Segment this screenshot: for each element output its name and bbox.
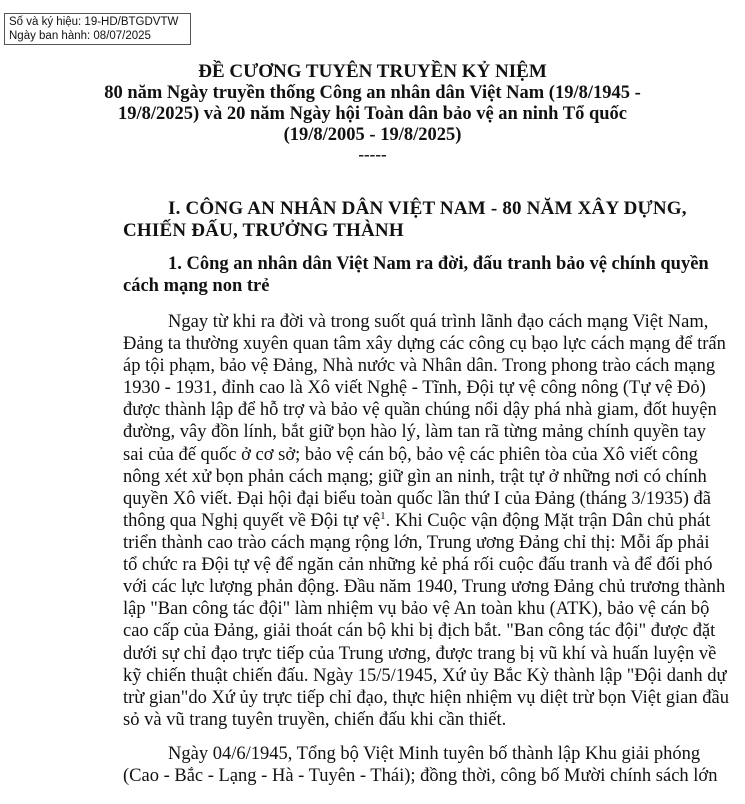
paragraph-line-with-footnote [123,511,710,532]
section-heading-line-2: CHIẾN ĐẤU, TRƯỞNG THÀNH [123,220,404,241]
paragraph-line: dưới sự chỉ đạo trực tiếp của Trung ương, được trang bị vũ khí và huấn luyện về [123,644,717,664]
paragraph-line: được thành lập để hỗ trợ và bảo vệ quần chúng nổi dậy phá nhà giam, đốt huyện [123,400,717,420]
paragraph-line: cao cấp của Đảng, giải thoát cán bộ khi bị địch bắt. "Ban công tác đội" được đặt [123,621,716,641]
title-separator: ----- [358,145,387,164]
subtitle-line-2: 19/8/2025) và 20 năm Ngày hội Toàn dân bảo vệ an ninh Tổ quốc [117,104,628,124]
paragraph-line: áp tội phạm, bảo vệ Đảng, Nhà nước và Nhân dân. Trong phong trào cách mạng [123,356,716,376]
subsection-heading-line-2: cách mạng non trẻ [123,276,270,296]
paragraph-line: trừ gian"do Xứ ủy trực tiếp chỉ đạo, thực hiện nhiệm vụ diệt trừ bọn Việt gian đầu [123,688,729,708]
paragraph-line: Ngày 04/6/1945, Tổng bộ Việt Minh tuyên bố thành lập Khu giải phóng [168,744,701,764]
document-title: ĐỀ CƯƠNG TUYÊN TRUYỀN KỶ NIỆM [198,61,547,82]
subtitle-line-1: 80 năm Ngày truyền thống Công an nhân dân Việt Nam (19/8/1945 - [104,83,641,103]
paragraph-line: lập "Ban công tác đội" làm nhiệm vụ bảo vệ An toàn khu (ATK), bảo vệ cán bộ [123,599,710,619]
paragraph-line: kỹ chiến thuật chiến đấu. Ngày 15/5/1945, Xứ ủy Bắc Kỳ thành lập "Đội danh dự [123,666,727,686]
paragraph-line: sai của đế quốc ở cơ sở; bảo vệ cán bộ, bảo vệ các phiên tòa của Xô viết công [123,445,698,465]
paragraph-line: Đảng ta thường xuyên quan tâm xây dựng các công cụ bạo lực cách mạng để trấn [123,334,726,354]
paragraph-line-start: thông qua Nghị quyết về Đội tự vệ [123,511,381,531]
paragraph-line: quyền Xô viết. Đại hội đại biểu toàn quốc lần thứ I của Đảng (tháng 3/1935) đã [123,489,711,509]
paragraph-line: (Cao - Bắc - Lạng - Hà - Tuyên - Thái); đồng thời, công bố Mười chính sách lớn [123,766,718,786]
paragraph-line: với các lực lượng phản động. Đầu năm 1940, Trung ương Đảng chủ trương thành [123,577,726,597]
paragraph-line: triển thành cao trào cách mạng rộng lớn, Trung ương Đảng chỉ thị: Mỗi ấp phải [123,533,710,553]
paragraph-line: nông xét xử bọn phản cách mạng; giữ gìn an ninh, trật tự ở những nơi có chính [123,467,707,487]
section-heading-line-1: I. CÔNG AN NHÂN DÂN VIỆT NAM - 80 NĂM XÂY DỰNG, [168,198,687,219]
paragraph-line: 1930 - 1931, đỉnh cao là Xô viết Nghệ - Tĩnh, Đội tự vệ công nông (Tự vệ Đỏ) [123,378,706,398]
paragraph-line: Ngay từ khi ra đời và trong suốt quá trình lãnh đạo cách mạng Việt Nam, [168,312,709,332]
paragraph-line: sỏ và vũ trang tuyên truyền, chiến đấu khi cần thiết. [123,710,507,730]
paragraph-line: đường, vây đồn lính, bắt giữ bọn hào lý, làm tan rã từng mảng chính quyền tay [123,422,706,442]
document-stamp [4,13,191,45]
subtitle-line-3: (19/8/2005 - 19/8/2025) [283,125,462,145]
document-number: Số và ký hiệu: 19-HD/BTGDVTW [9,16,179,28]
footnote-reference[interactable]: 1 [380,509,386,522]
paragraph-line-end: . Khi Cuộc vận động Mặt trận Dân chủ phát [385,511,711,531]
paragraph-line: tổ chức ra Đội tự vệ để ngăn cản những kẻ phá rối cuộc đấu tranh và để đối phó [123,555,713,575]
subsection-heading-line-1: 1. Công an nhân dân Việt Nam ra đời, đấu tranh bảo vệ chính quyền [168,254,709,274]
issue-date: Ngày ban hành: 08/07/2025 [9,30,151,42]
